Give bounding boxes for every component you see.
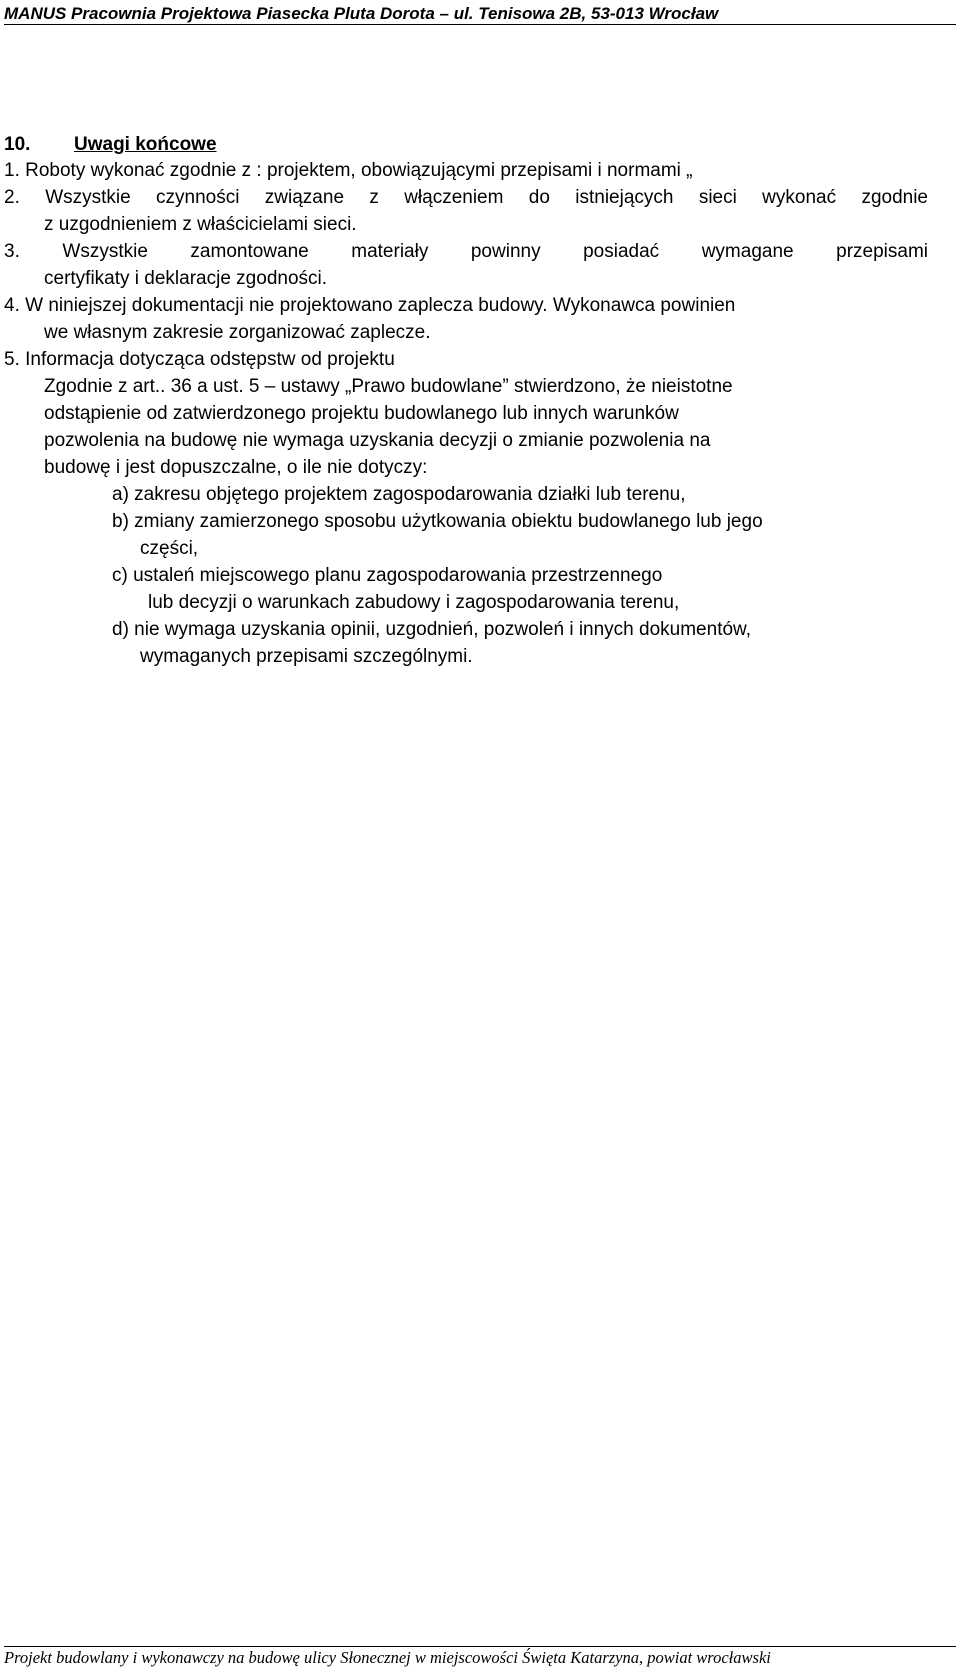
list-item: 3. Wszystkie zamontowane materiały powinny posiadać wymagane przepisami — [4, 241, 928, 262]
sub-item-continuation: wymaganych przepisami szczególnymi. — [140, 646, 473, 667]
sub-item: d) nie wymaga uzyskania opinii, uzgodnień, pozwoleń i innych dokumentów, — [112, 619, 751, 640]
list-item-continuation: z uzgodnieniem z właścicielami sieci. — [44, 214, 357, 235]
sub-item-continuation: lub decyzji o warunkach zabudowy i zagospodarowania terenu, — [148, 592, 680, 613]
sub-item: a) zakresu objętego projektem zagospodarowania działki lub terenu, — [112, 484, 686, 505]
document-header: MANUS Pracownia Projektowa Piasecka Pluta Dorota – ul. Tenisowa 2B, 53-013 Wrocław — [4, 4, 956, 25]
list-item-continuation: certyfikaty i deklaracje zgodności. — [44, 268, 328, 289]
list-item: 2. Wszystkie czynności związane z włączeniem do istniejących sieci wykonać zgodnie — [4, 187, 928, 208]
list-item: 1. Roboty wykonać zgodnie z : projektem, obowiązującymi przepisami i normami „ — [4, 160, 693, 181]
document-footer: Projekt budowlany i wykonawczy na budowę ulicy Słonecznej w miejscowości Święta Katarzyna, powiat wrocławski — [4, 1646, 956, 1669]
section-number: 10. — [4, 134, 31, 155]
list-item: 5. Informacja dotycząca odstępstw od projektu — [4, 349, 395, 370]
paragraph-line: odstąpienie od zatwierdzonego projektu budowlanego lub innych warunków — [44, 403, 679, 424]
list-item: 4. W niniejszej dokumentacji nie projektowano zaplecza budowy. Wykonawca powinien — [4, 295, 736, 316]
paragraph-line: Zgodnie z art.. 36 a ust. 5 – ustawy „Prawo budowlane” stwierdzono, że nieistotne — [44, 376, 733, 397]
paragraph-line: pozwolenia na budowę nie wymaga uzyskania decyzji o zmianie pozwolenia na — [44, 430, 711, 451]
paragraph-line: budowę i jest dopuszczalne, o ile nie dotyczy: — [44, 457, 428, 478]
list-item-continuation: we własnym zakresie zorganizować zaplecze. — [44, 322, 431, 343]
section-heading — [4, 132, 217, 158]
sub-item: c) ustaleń miejscowego planu zagospodarowania przestrzennego — [112, 565, 663, 586]
sub-item-continuation: części, — [140, 538, 199, 559]
sub-item: b) zmiany zamierzonego sposobu użytkowania obiektu budowlanego lub jego — [112, 511, 763, 532]
section-title: Uwagi końcowe — [74, 134, 217, 155]
